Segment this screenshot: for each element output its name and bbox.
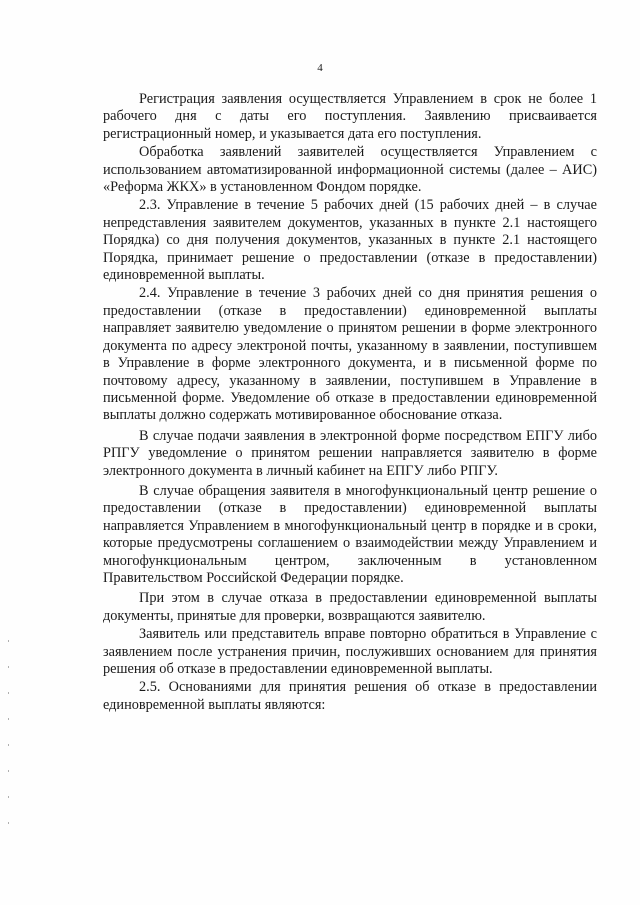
paragraph-processing: Обработка заявлений заявителей осуществляется Управлением с использованием автоматизированной информационной системы (далее – АИС) «Реформа ЖКХ» в установленном Фондом порядке. <box>103 144 597 196</box>
paragraph-refusal-return: При этом в случае отказа в предоставлении единовременной выплаты документы, принятые для проверки, возвращаются заявителю. <box>103 590 597 624</box>
paragraph-mfc: В случае обращения заявителя в многофункциональный центр решение о предоставлении (отказе в предоставлении) единовременной выплаты направляется Управлением в многофункциональный центр в порядке и в сроки, которые предусмотрены соглашением о взаимодействии между Управлением и многофункциональным центром, заключенным в установленном Правительством Российской Федерации порядке. <box>103 482 597 586</box>
scan-mark <box>8 692 9 694</box>
scan-mark <box>8 666 9 668</box>
paragraph-2-3: 2.3. Управление в течение 5 рабочих дней (15 рабочих дней – в случае непредставления заявителем документов, указанных в пункте 2.1 настоящего Порядка) со дня получения документов, указанных в пункте 2.1 настоящего Порядка, принимает решение о предоставлении (отказе в предоставлении) единовременной выплаты. <box>103 197 597 284</box>
scan-mark <box>8 822 9 824</box>
paragraph-2-5: 2.5. Основаниями для принятия решения об отказе в предоставлении единовременной выплаты являются: <box>103 679 597 713</box>
paragraph-2-4: 2.4. Управление в течение 3 рабочих дней со дня принятия решения о предоставлении (отказе в предоставлении) единовременной выплаты направляет заявителю уведомление о принятом решении в форме электронного документа по адресу электроной почты, указанному в заявлении, поступившем в Управление в форме электронного документа, и в письменной форме по почтовому адресу, указанному в заявлении, поступившем в Управление в письменной форме. Уведомление об отказе в предоставлении единовременной выплаты должно содержать мотивированное обоснование отказа. <box>103 285 597 424</box>
scan-mark <box>8 770 9 772</box>
scan-mark <box>8 718 9 720</box>
scan-mark <box>8 744 9 746</box>
paragraph-registration: Регистрация заявления осуществляется Управлением в срок не более 1 рабочего дня с даты его поступления. Заявлению присваивается регистрационный номер, и указывается дата его поступления. <box>103 91 597 142</box>
scan-margin-marks <box>8 640 10 860</box>
page-number: 4 <box>317 62 323 74</box>
paragraph-epgu: В случае подачи заявления в электронной форме посредством ЕПГУ либо РПГУ уведомление о принятом решении направляется заявителю в форме электронного документа в личный кабинет на ЕПГУ либо РПГУ. <box>103 427 597 479</box>
paragraph-reapply: Заявитель или представитель вправе повторно обратиться в Управление с заявлением после устранения причин, послуживших основанием для принятия решения об отказе в предоставлении единовременной выплаты. <box>103 626 597 677</box>
scan-mark <box>8 796 9 798</box>
document-body <box>103 91 597 714</box>
scan-mark <box>8 640 9 642</box>
